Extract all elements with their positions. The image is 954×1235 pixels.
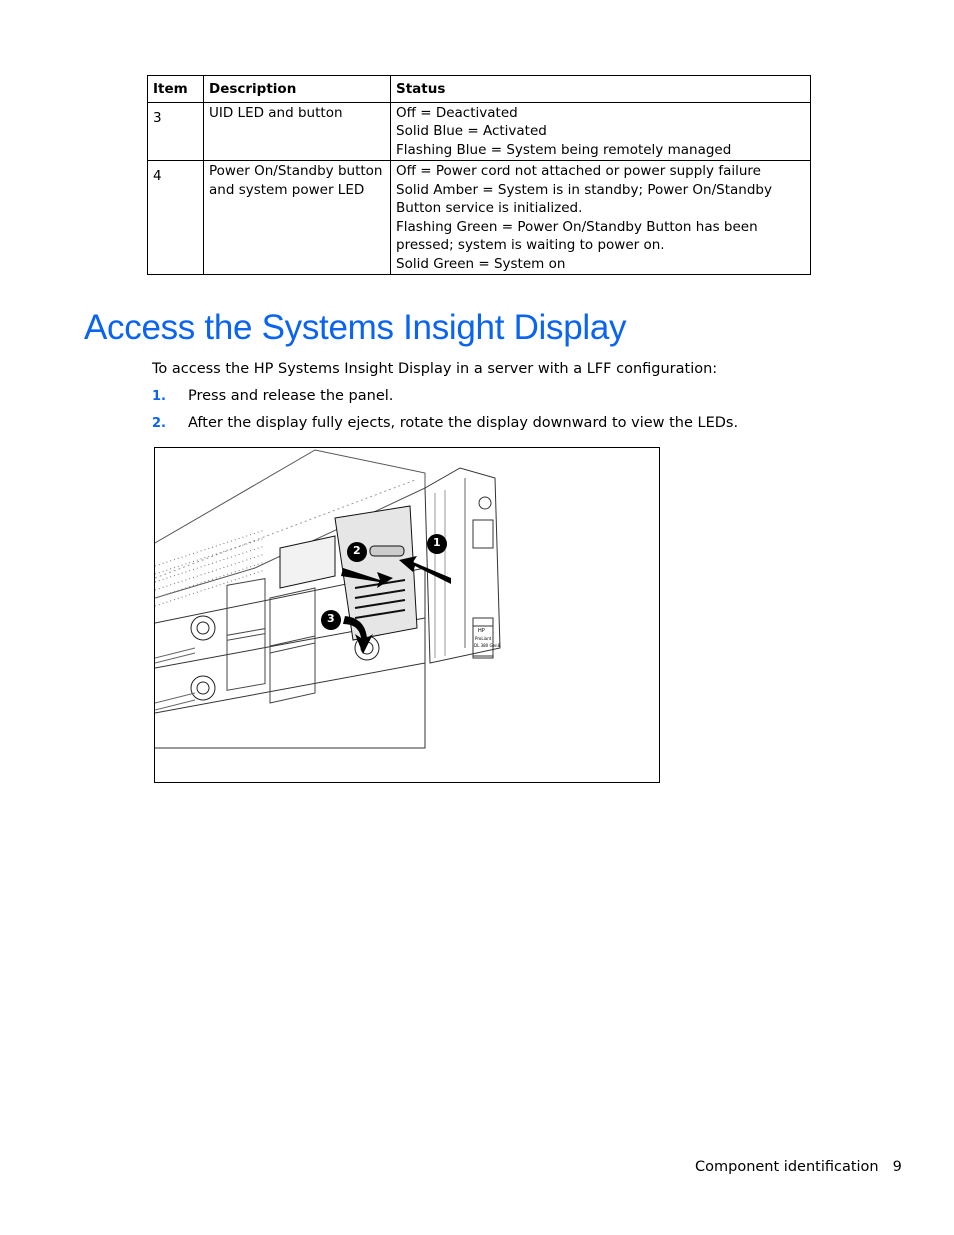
badge-label-model: DL 380 Gen8: [474, 643, 501, 648]
callout-label-3: 3: [327, 612, 335, 625]
status-line: Solid Amber = System is in standby; Power On/Standby Button service is initialized.: [396, 181, 772, 216]
server-illustration: [154, 447, 660, 783]
status-line: Off = Power cord not attached or power supply failure: [396, 163, 761, 179]
row-description: Power On/Standby button and system power LED: [204, 161, 391, 275]
table-row: [148, 161, 811, 275]
row-description: UID LED and button: [204, 102, 391, 161]
step-text: After the display fully ejects, rotate the display downward to view the LEDs.: [188, 415, 739, 431]
row-item: 4: [148, 161, 204, 275]
page-footer: [695, 1159, 902, 1175]
row-status: [391, 102, 811, 161]
header-description: Description: [204, 76, 391, 103]
badge-label-proliant: ProLiant: [475, 636, 492, 641]
status-line: Flashing Blue = System being remotely managed: [396, 141, 732, 158]
intro-paragraph: To access the HP Systems Insight Display in a server with a LFF configuration:: [152, 361, 718, 377]
badge-label-hp: HP: [478, 628, 485, 634]
footer-section: Component identification: [695, 1159, 879, 1175]
status-line: Solid Blue = Activated: [396, 123, 547, 139]
status-table: [147, 75, 811, 275]
status-line: Flashing Green = Power On/Standby Button has been pressed; system is waiting to power on.: [396, 218, 758, 253]
header-item: Item: [148, 76, 204, 103]
status-line: Solid Green = System on: [396, 255, 566, 272]
table-header-row: [148, 76, 811, 103]
step-number: 1.: [152, 389, 166, 404]
callout-label-1: 1: [433, 536, 441, 549]
step-text: Press and release the panel.: [188, 388, 394, 404]
row-item: 3: [148, 102, 204, 161]
section-heading: Access the Systems Insight Display: [84, 308, 627, 347]
status-line: Off = Deactivated: [396, 104, 518, 121]
server-drawing: [155, 448, 659, 782]
page-number: 9: [892, 1159, 902, 1175]
callout-label-2: 2: [353, 544, 361, 557]
header-status: Status: [391, 76, 811, 103]
row-status: [391, 161, 811, 275]
step-number: 2.: [152, 416, 166, 431]
table-row: [148, 102, 811, 161]
